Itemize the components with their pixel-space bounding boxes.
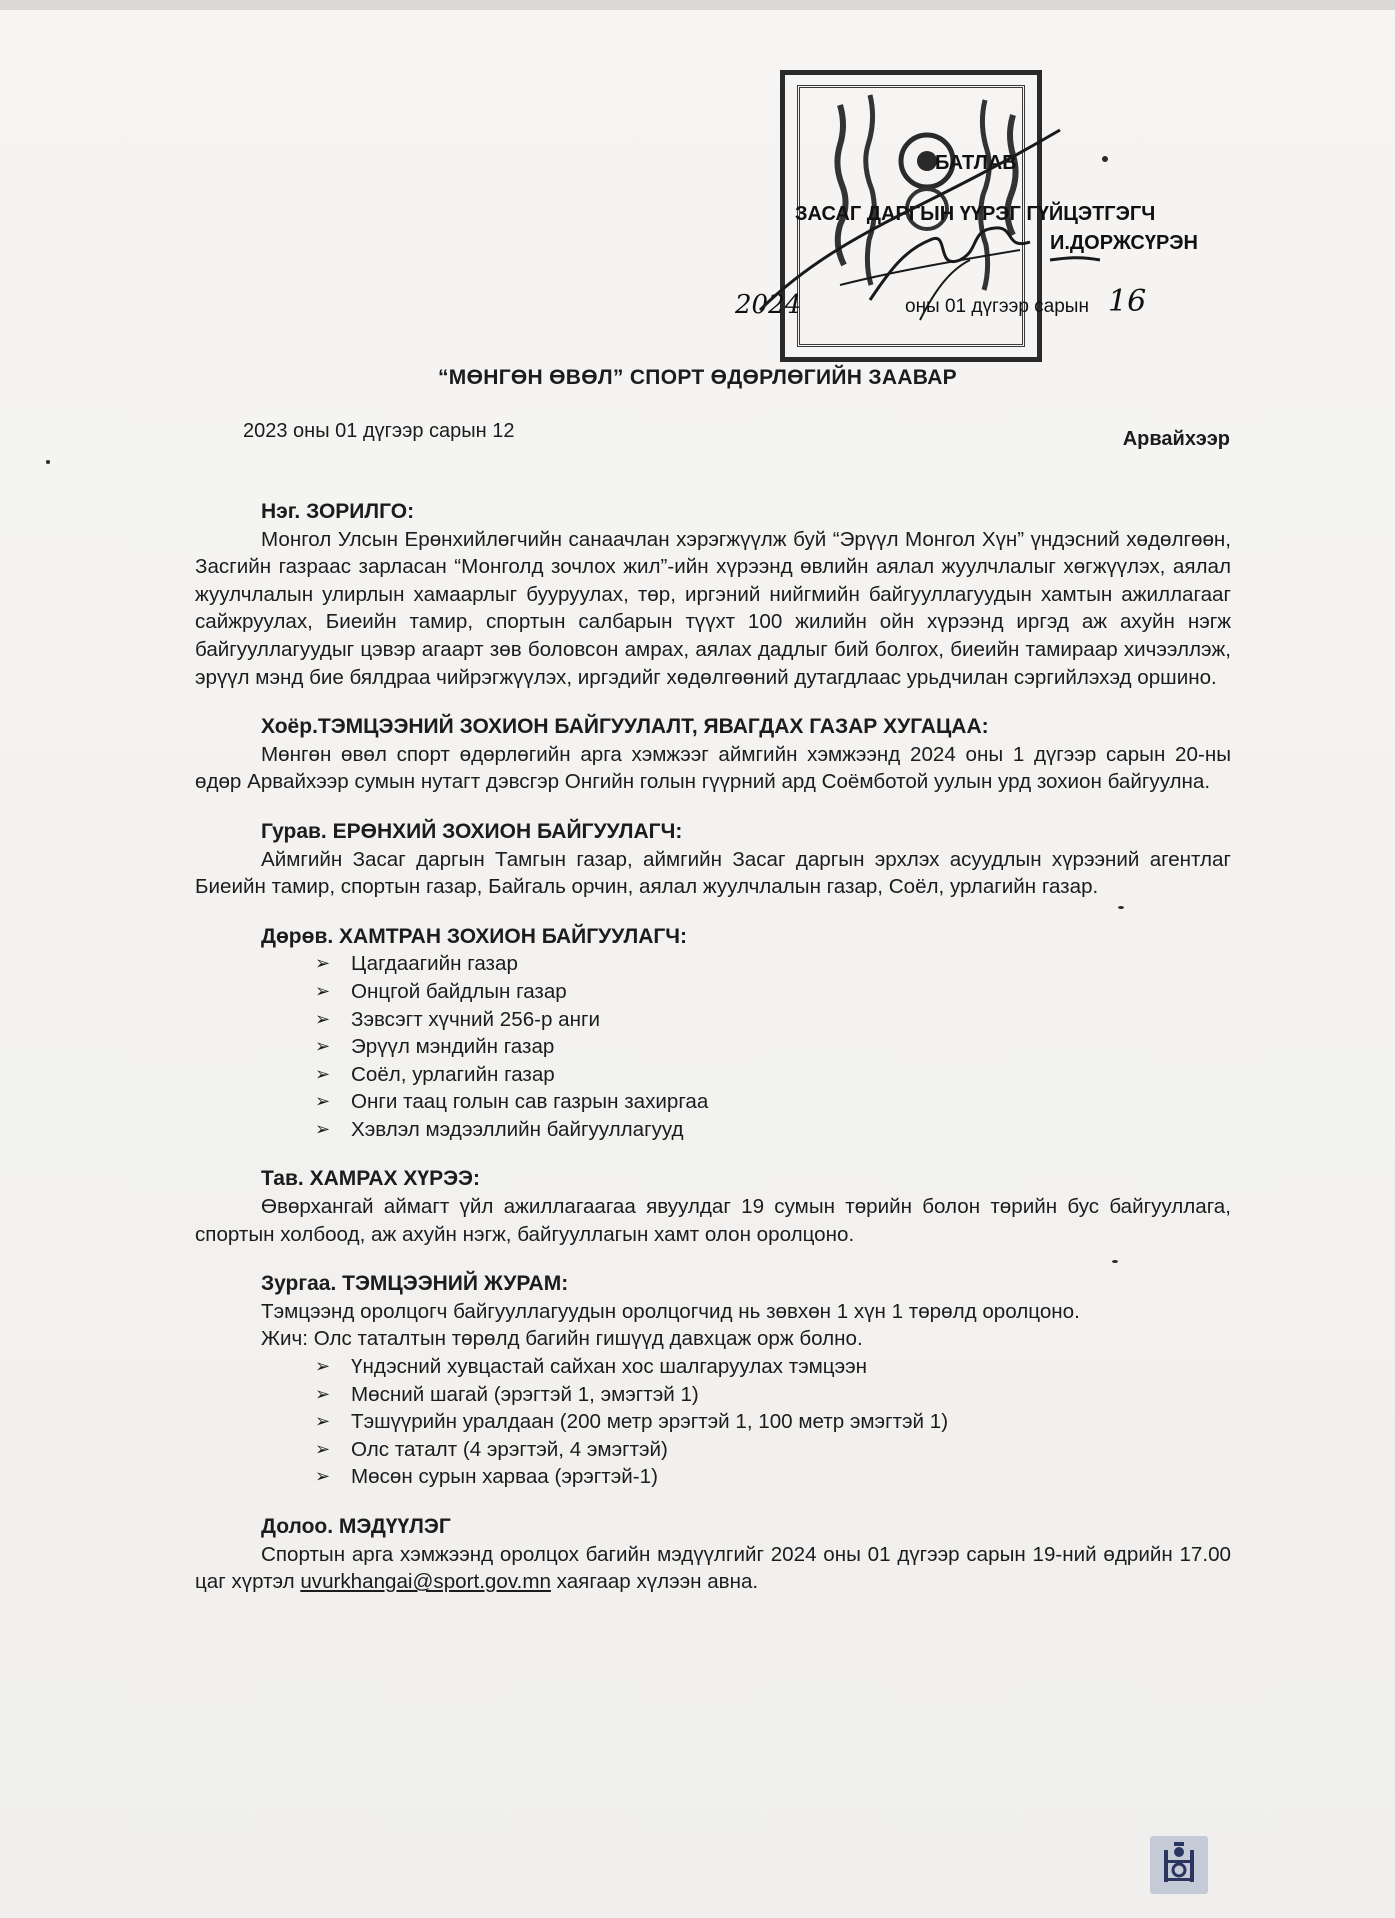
section-6-text: Тэмцээнд оролцогч байгууллагуудын оролцогчид нь зөвхөн 1 хүн 1 төрөлд оролцоно. — [261, 1299, 1080, 1323]
bullet-arrow-icon: ➢ — [315, 1438, 331, 1459]
bullet-arrow-icon: ➢ — [315, 1411, 331, 1432]
section-2-text: Мөнгөн өвөл спорт өдөрлөгийн арга хэмжээг аймгийн хэмжээнд 2024 оны 1 дүгээр сарын 20-ны өдөр Арвайхээр сумын нутагт дэвсгэр Онгийн голын гүүрний ард Соёмботой уулын урд зохион байгуулна. — [195, 742, 1231, 794]
document-body — [195, 498, 1231, 1596]
section-3-text: Аймгийн Засаг даргын Тамгын газар, аймгийн Засаг даргын эрхлэх асуудлын хүрээний агентлаг Биеийн тамир, спортын газар, Байгаль орчин, аялал жуулчлалын газар, Соёл, урлагийн газар. — [195, 847, 1231, 899]
bullet-arrow-icon: ➢ — [315, 980, 331, 1001]
section-1-heading: Нэг. ЗОРИЛГО: — [261, 500, 415, 523]
section-5-heading: Тав. ХАМРАХ ХҮРЭЭ: — [261, 1167, 480, 1191]
approval-word: БАТЛАВ — [935, 152, 1017, 174]
list-item: ➢ Онцгой байдлын газар — [315, 978, 1231, 1006]
list-item: ➢ Хэвлэл мэдээллийн байгууллагууд — [315, 1116, 1231, 1144]
co-organizer-list — [195, 950, 1231, 1143]
list-item: ➢ Мөсөн сурын харваа (эрэгтэй-1) — [315, 1463, 1231, 1491]
scan-edge — [0, 0, 1395, 10]
section-1-text: Монгол Улсын Ерөнхийлөгчийн санаачлан хэрэгжүүлж буй “Эрүүл Монгол Хүн” үндэсний хөдөлгөөн, Засгийн газраас зарласан “Монголд зочлох жил”-ийн хүрээнд өвлийн аялал жуулчлалыг хөгжүүлэх, аялал жуулчлалын улирлын хамаарлыг бууруулах, төр, иргэний нийгмийн байгууллагуудын хамтын ажиллагааг сайжруулах, Биеийн тамир, спортын салбарын түүхт 100 жилийн ойн хүрээнд иргэд аж ахуйн нэгж байгууллагуудыг цэвэр агаарт зөв боловсон амрах, аялах дадлыг бий болгох, биеийн тамираар хичээллэж, эрүүл мэнд бие бялдраа чийрэгжүүлэх, иргэдийг хөдөлгөөний дутагдлаас урьдчилан сэргийлэхэд оршино. — [195, 527, 1231, 689]
competition-list — [195, 1353, 1231, 1491]
document-title: “МӨНГӨН ӨВӨЛ” СПОРТ ӨДӨРЛӨГИЙН ЗААВАР — [438, 366, 957, 389]
list-item: ➢ Үндэсний хувцастай сайхан хос шалгаруулах тэмцээн — [315, 1353, 1231, 1381]
bullet-arrow-icon: ➢ — [315, 1063, 331, 1084]
bullet-arrow-icon: ➢ — [315, 1008, 331, 1029]
bullet-arrow-icon: ➢ — [315, 1091, 331, 1112]
scan-dot — [46, 460, 50, 464]
list-item: ➢ Соёл, урлагийн газар — [315, 1061, 1231, 1089]
list-item: ➢ Тэшүүрийн уралдаан (200 метр эрэгтэй 1, 100 метр эмэгтэй 1) — [315, 1408, 1231, 1436]
document-place: Арвайхээр — [1122, 428, 1230, 450]
signature-icon — [720, 110, 1140, 340]
list-item: ➢ Олс таталт (4 эрэгтэй, 4 эмэгтэй) — [315, 1436, 1231, 1464]
list-item: ➢ Зэвсэгт хүчний 256-р анги — [315, 1006, 1231, 1034]
soyombo-logo-icon — [1150, 1836, 1208, 1894]
section-7-text: Спортын арга хэмжээнд оролцох багийн мэдүүлгийг 2024 оны 01 дүгээр сарын 19-ний өдрийн 17.00 цаг хүртэл uvurkhangai@sport.gov.mn хаягаар хүлээн авна. — [195, 1542, 1231, 1594]
approval-title: ЗАСАГ ДАРГЫН ҮҮРЭГ ГҮЙЦЭТГЭГЧ — [795, 203, 1156, 225]
approval-date-text: оны 01 дүгээр сарын — [905, 296, 1089, 317]
list-item: ➢ Мөсний шагай (эрэгтэй 1, эмэгтэй 1) — [315, 1381, 1231, 1409]
section-2-heading: Хоёр.ТЭМЦЭЭНИЙ ЗОХИОН БАЙГУУЛАЛТ, ЯВАГДАХ ГАЗАР ХУГАЦАА: — [261, 715, 989, 739]
section-7-heading: Долоо. МЭДҮҮЛЭГ — [261, 1515, 451, 1538]
section-6-heading: Зургаа. ТЭМЦЭЭНИЙ ЖУРАМ: — [261, 1272, 569, 1296]
document-date: 2023 оны 01 дүгээр сарын 12 — [243, 420, 515, 442]
scan-dot — [1102, 156, 1108, 162]
section-3-heading: Гурав. ЕРӨНХИЙ ЗОХИОН БАЙГУУЛАГЧ: — [261, 819, 683, 843]
section-4-heading: Дөрөв. ХАМТРАН ЗОХИОН БАЙГУУЛАГЧ: — [261, 924, 688, 948]
approver-name: И.ДОРЖСҮРЭН — [1050, 232, 1198, 254]
section-5-text: Өвөрхангай аймагт үйл ажиллагаагаа явуулдаг 19 сумын төрийн болон төрийн бус байгууллага, спортын холбоод, аж ахуйн нэгж, байгууллагын хамт олон оролцоно. — [195, 1195, 1231, 1246]
section-6-note: Жич: Олс таталтын төрөлд багийн гишүүд давхцаж орж болно. — [261, 1327, 863, 1351]
scan-dot — [1118, 906, 1124, 909]
bullet-arrow-icon: ➢ — [315, 953, 331, 974]
scan-dot — [1112, 1260, 1118, 1263]
list-item: ➢ Онги таац голын сав газрын захиргаа — [315, 1088, 1231, 1116]
approval-day: 16 — [1108, 284, 1147, 319]
bullet-arrow-icon: ➢ — [315, 1466, 331, 1487]
bullet-arrow-icon: ➢ — [315, 1118, 331, 1139]
list-item: ➢ Эрүүл мэндийн газар — [315, 1033, 1231, 1061]
bullet-arrow-icon: ➢ — [315, 1036, 331, 1057]
email-link[interactable]: uvurkhangai@sport.gov.mn — [300, 1570, 551, 1594]
bullet-arrow-icon: ➢ — [315, 1383, 331, 1404]
approval-year: 2024 — [735, 290, 802, 320]
bullet-arrow-icon: ➢ — [315, 1356, 331, 1377]
list-item: ➢ Цагдаагийн газар — [315, 950, 1231, 978]
